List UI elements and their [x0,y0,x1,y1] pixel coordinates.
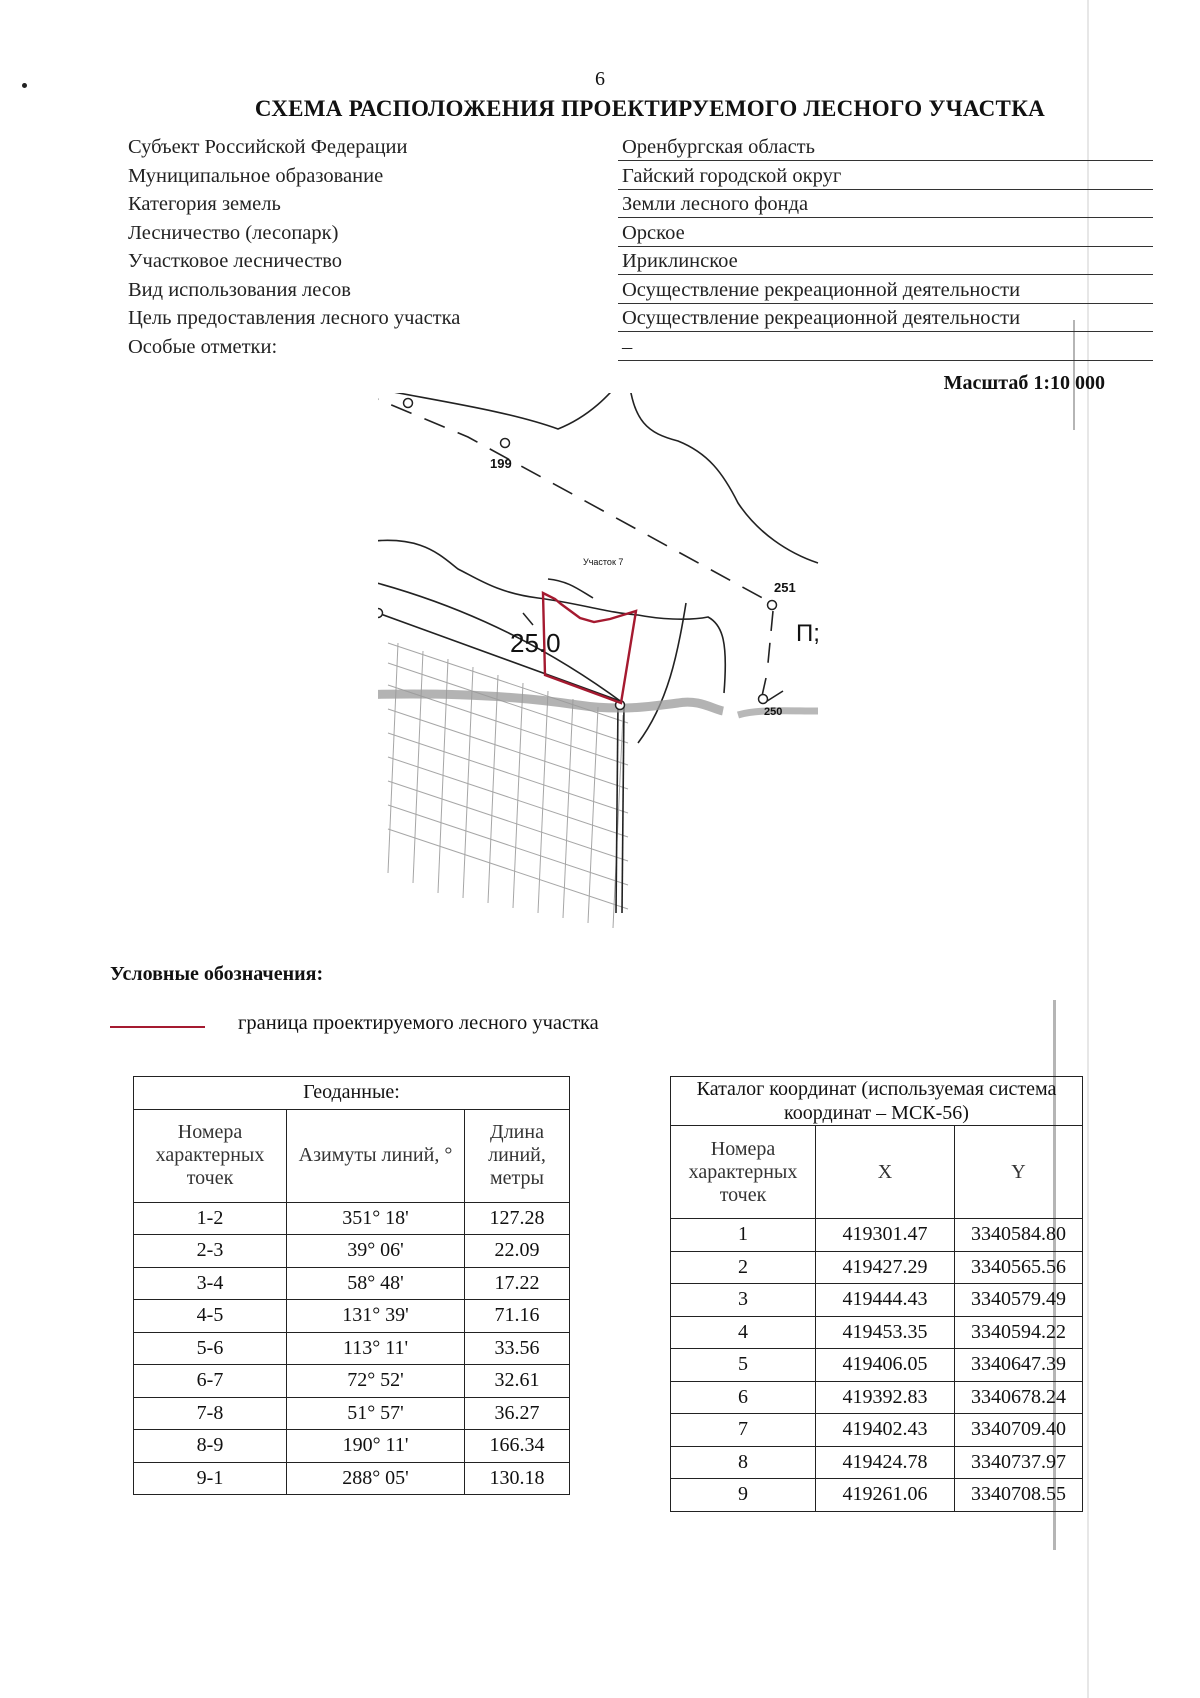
table-cell: 113° 11' [287,1332,465,1365]
survey-point [768,601,777,610]
table-cell: 419453.35 [816,1316,955,1349]
table-row [134,1462,570,1495]
legend-boundary-text: граница проектируемого лесного участка [238,1012,599,1034]
info-label: Цель предоставления лесного участка [128,307,461,329]
geodata-header: Длина линий, метры [465,1109,570,1202]
info-row [128,305,1153,334]
info-value: Орское [618,222,1153,247]
survey-point [759,695,768,704]
table-cell: 419427.29 [816,1251,955,1284]
page-title: СХЕМА РАСПОЛОЖЕНИЯ ПРОЕКТИРУЕМОГО ЛЕСНОГО УЧАСТКА [254,96,1046,121]
info-row [128,334,1153,363]
info-row [128,248,1153,277]
plot-label: Участок 7 [583,557,624,567]
table-cell: 127.28 [465,1202,570,1235]
info-value: Осуществление рекреационной деятельности [618,307,1153,332]
table-row [671,1479,1083,1512]
info-row [128,191,1153,220]
legend-title: Условные обозначения: [110,963,324,985]
table-cell: 3340737.97 [955,1446,1083,1479]
table-cell: 36.27 [465,1397,570,1430]
survey-point [501,439,510,448]
table-row [671,1446,1083,1479]
table-cell: 1 [671,1219,816,1252]
table-cell: 130.18 [465,1462,570,1495]
table-cell: 2-3 [134,1235,287,1268]
geodata-table [133,1076,570,1495]
table-row [134,1365,570,1398]
survey-point [378,609,383,618]
table-cell: 419301.47 [816,1219,955,1252]
table-cell: 32.61 [465,1365,570,1398]
table-cell: 17.22 [465,1267,570,1300]
info-label: Участковое лесничество [128,250,343,272]
table-cell: 71.16 [465,1300,570,1333]
area-label: 25.0 [510,628,561,658]
table-row [671,1284,1083,1317]
table-cell: 3340647.39 [955,1349,1083,1382]
map-edge-label: П; [796,620,820,647]
table-row [134,1300,570,1333]
info-value: Ириклинское [618,250,1153,275]
table-row [671,1381,1083,1414]
table-cell: 51° 57' [287,1397,465,1430]
coordinates-caption: Каталог координат (используемая система координат – МСК-56) [671,1077,1083,1126]
table-cell: 72° 52' [287,1365,465,1398]
table-cell: 288° 05' [287,1462,465,1495]
legend-boundary-swatch [110,1026,205,1028]
table-row [671,1349,1083,1382]
table-cell: 8 [671,1446,816,1479]
table-cell: 33.56 [465,1332,570,1365]
table-cell: 419424.78 [816,1446,955,1479]
table-cell: 3 [671,1284,816,1317]
table-cell: 8-9 [134,1430,287,1463]
table-cell: 419402.43 [816,1414,955,1447]
table-cell: 419261.06 [816,1479,955,1512]
table-row [671,1219,1083,1252]
coordinates-header: Y [955,1126,1083,1219]
info-value: Земли лесного фонда [618,193,1153,218]
table-cell: 7-8 [134,1397,287,1430]
info-label: Лесничество (лесопарк) [128,221,339,244]
table-cell: 6-7 [134,1365,287,1398]
point-label: 251 [774,580,796,595]
table-cell: 39° 06' [287,1235,465,1268]
table-row [134,1235,570,1268]
table-cell: 4-5 [134,1300,287,1333]
coordinates-header: Номера характерных точек [671,1126,816,1219]
info-row [128,163,1153,192]
table-cell: 3340579.49 [955,1284,1083,1317]
table-row [134,1430,570,1463]
table-cell: 166.34 [465,1430,570,1463]
table-cell: 3340584.80 [955,1219,1083,1252]
info-label: Категория земель [128,193,281,215]
info-value: Осуществление рекреационной деятельности [618,279,1153,304]
geodata-header: Азимуты линий, ° [287,1109,465,1202]
table-row [134,1202,570,1235]
table-cell: 419444.43 [816,1284,955,1317]
info-label: Вид использования лесов [128,278,351,301]
table-row [134,1267,570,1300]
info-label: Особые отметки: [128,335,278,358]
survey-point [404,399,413,408]
table-cell: 5 [671,1349,816,1382]
table-cell: 419392.83 [816,1381,955,1414]
info-row [128,277,1153,306]
table-cell: 3340678.24 [955,1381,1083,1414]
table-cell: 419406.05 [816,1349,955,1382]
map-scale: Масштаб 1:10 000 [943,372,1105,394]
info-row [128,134,1153,163]
table-cell: 1-2 [134,1202,287,1235]
location-map [378,393,898,953]
table-cell: 5-6 [134,1332,287,1365]
table-cell: 3340709.40 [955,1414,1083,1447]
table-row [671,1316,1083,1349]
table-row [671,1414,1083,1447]
info-value: – [618,336,1153,361]
table-cell: 2 [671,1251,816,1284]
table-cell: 4 [671,1316,816,1349]
point-label: 199 [490,456,512,471]
table-cell: 22.09 [465,1235,570,1268]
table-cell: 3340594.22 [955,1316,1083,1349]
info-value: Оренбургская область [618,136,1153,161]
info-block [128,134,1153,362]
table-row [134,1397,570,1430]
table-cell: 190° 11' [287,1430,465,1463]
table-cell: 9-1 [134,1462,287,1495]
coordinates-header: X [816,1126,955,1219]
table-cell: 351° 18' [287,1202,465,1235]
geodata-header: Номера характерных точек [134,1109,287,1202]
point-label: 250 [764,706,783,718]
table-cell: 9 [671,1479,816,1512]
info-label: Субъект Российской Федерации [128,136,408,158]
geodata-caption: Геоданные: [134,1077,570,1110]
table-cell: 7 [671,1414,816,1447]
coordinates-table [670,1076,1083,1512]
table-cell: 3-4 [134,1267,287,1300]
table-row [671,1251,1083,1284]
table-cell: 131° 39' [287,1300,465,1333]
info-row [128,220,1153,249]
table-cell: 6 [671,1381,816,1414]
info-label: Муниципальное образование [128,164,384,187]
info-value: Гайский городской округ [618,165,1153,190]
table-cell: 58° 48' [287,1267,465,1300]
table-cell: 3340708.55 [955,1479,1083,1512]
table-cell: 3340565.56 [955,1251,1083,1284]
table-row [134,1332,570,1365]
page-number: 6 [595,68,605,90]
